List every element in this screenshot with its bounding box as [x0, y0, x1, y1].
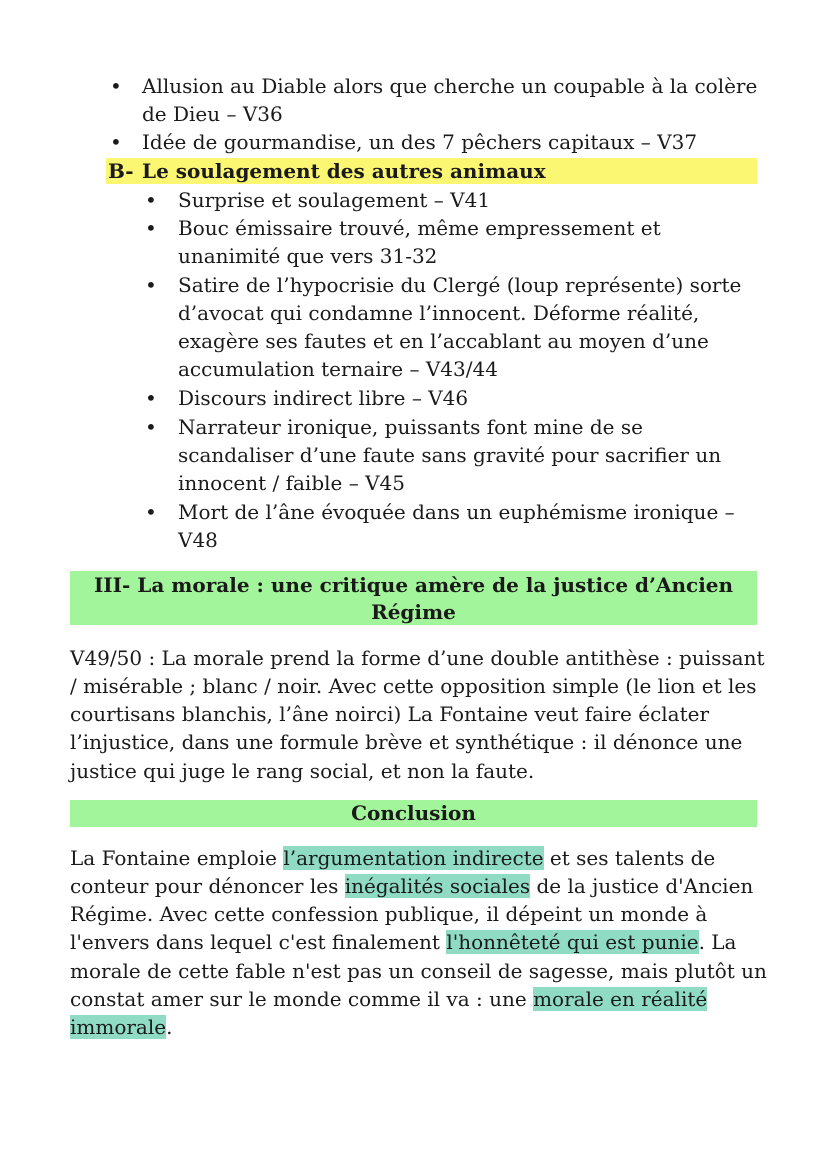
highlighted-phrase: immorale — [70, 1015, 167, 1039]
conclusion-line — [70, 985, 707, 1013]
bullet-marker — [145, 214, 157, 242]
bullet-text-line: Mort de l’âne évoquée dans un euphémisme ironique – — [178, 500, 735, 524]
bullet-text-line: V48 — [178, 528, 218, 552]
bullet-text-line: Surprise et soulagement – V41 — [178, 188, 491, 212]
conclusion-text: et ses talents de — [543, 846, 716, 870]
conclusion-text: morale de cette fable n'est pas un conseil de sagesse, mais plutôt un — [70, 959, 767, 983]
conclusion-text: . La — [698, 930, 737, 954]
section3-paragraph-line: l’injustice, dans une formule brève et synthétique : il dénonce une — [70, 730, 743, 754]
highlighted-phrase: morale en réalité — [533, 987, 708, 1011]
conclusion-text: l'envers dans lequel c'est finalement — [70, 930, 447, 954]
subsection-b-marker: B- — [108, 159, 134, 183]
bullet-text-line: Satire de l’hypocrisie du Clergé (loup représente) sorte — [178, 273, 742, 297]
conclusion-line — [70, 1013, 172, 1041]
conclusion-line — [70, 844, 715, 872]
highlighted-phrase: l'honnêteté qui est punie — [446, 930, 699, 954]
bullet-text-line: Discours indirect libre – V46 — [178, 386, 469, 410]
conclusion-line — [70, 957, 767, 985]
section3-heading-line: Régime — [371, 600, 456, 624]
bullet-text-line: Bouc émissaire trouvé, même empressement et — [178, 216, 661, 240]
bullet-text-line: exagère ses fautes et en l’accablant au moyen d’une — [178, 329, 709, 353]
highlighted-phrase: inégalités sociales — [344, 874, 531, 898]
bullet-marker — [145, 271, 157, 299]
conclusion-text: constat amer sur le monde comme il va : une — [70, 987, 534, 1011]
bullet-text-line: scandaliser d’une faute sans gravité pour sacrifier un — [178, 443, 722, 467]
bullet-text-line: Narrateur ironique, puissants font mine de se — [178, 415, 643, 439]
bullet-text-line: innocent / faible – V45 — [178, 471, 405, 495]
highlighted-phrase: l’argumentation indirecte — [283, 846, 544, 870]
bullet-text-line: de Dieu – V36 — [142, 102, 283, 126]
conclusion-text: La Fontaine emploie — [70, 846, 284, 870]
conclusion-line — [70, 872, 753, 900]
conclusion-text: de la justice d'Ancien — [530, 874, 754, 898]
bullet-text-line: unanimité que vers 31-32 — [178, 244, 438, 268]
section3-heading-line: III- La morale : une critique amère de la justice d’Ancien — [93, 573, 734, 597]
conclusion-text: . — [166, 1015, 173, 1039]
conclusion-text: Régime. Avec cette confession publique, il dépeint un monde à — [70, 902, 708, 926]
bullet-marker — [145, 384, 157, 412]
section3-paragraph-line: / misérable ; blanc / noir. Avec cette opposition simple (le lion et les — [70, 674, 757, 698]
conclusion-line — [70, 900, 707, 928]
conclusion-heading: Conclusion — [351, 801, 476, 825]
bullet-text-line: Idée de gourmandise, un des 7 pêchers capitaux – V37 — [142, 130, 698, 154]
conclusion-text: conteur pour dénoncer les — [70, 874, 345, 898]
bullet-text-line: accumulation ternaire – V43/44 — [178, 357, 498, 381]
bullet-marker — [145, 413, 157, 441]
bullet-marker — [145, 498, 157, 526]
bullet-marker — [110, 128, 122, 156]
subsection-b-title: Le soulagement des autres animaux — [142, 159, 546, 183]
section3-paragraph-line: justice qui juge le rang social, et non la faute. — [70, 759, 535, 783]
section3-paragraph-line: courtisans blanchis, l’âne noirci) La Fontaine veut faire éclater — [70, 702, 710, 726]
bullet-marker — [110, 72, 122, 100]
bullet-text-line: Allusion au Diable alors que cherche un coupable à la colère — [142, 74, 758, 98]
bullet-marker — [145, 186, 157, 214]
section3-paragraph-line: V49/50 : La morale prend la forme d’une double antithèse : puissant — [70, 646, 765, 670]
conclusion-line — [70, 928, 736, 956]
bullet-text-line: d’avocat qui condamne l’innocent. Déforme réalité, — [178, 301, 700, 325]
